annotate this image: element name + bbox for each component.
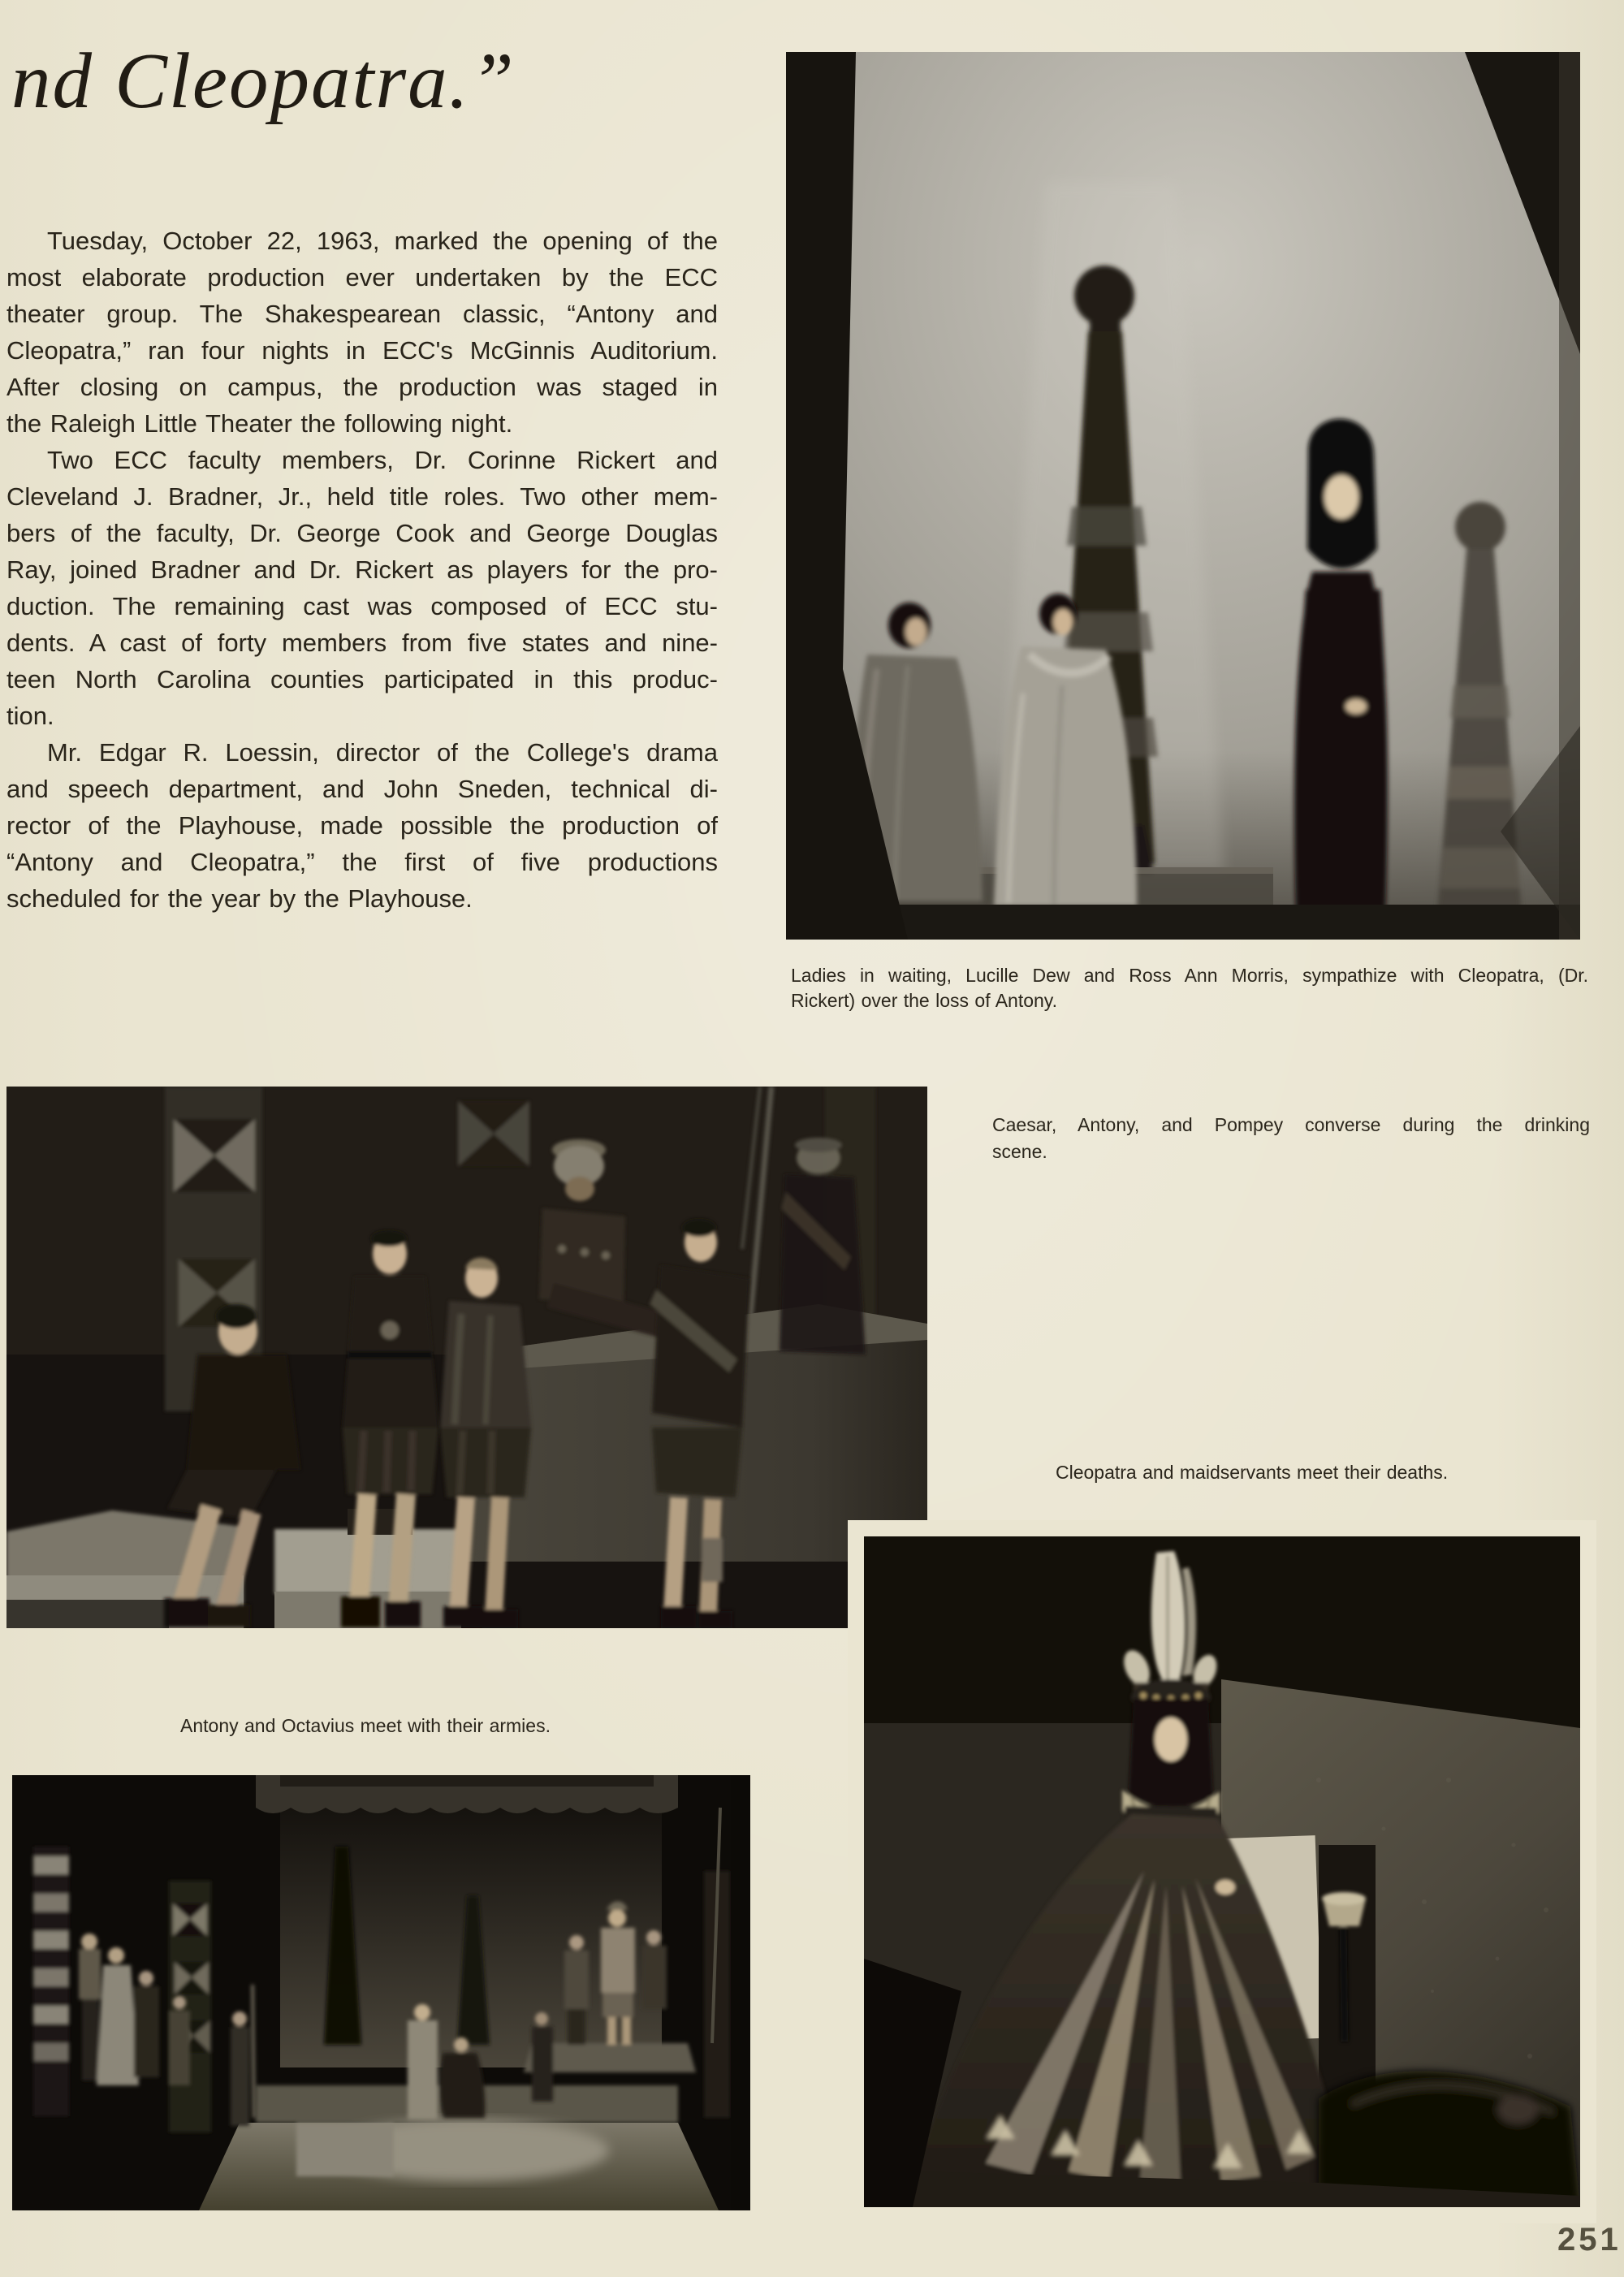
caption-deaths-scene xyxy=(1056,1460,1624,1485)
text-line: scene. xyxy=(992,1141,1047,1162)
text-line: Cleopatra,” ran four nights in ECC's McGinnis Auditorium. xyxy=(6,336,718,365)
text-line: Ladies in waiting, Lucille Dew and Ross Ann Morris, sympathize with Cleopatra, (Dr. xyxy=(791,965,1588,986)
caption-drinking-scene xyxy=(992,1113,1590,1166)
text-line: Antony and Octavius meet with their armies. xyxy=(180,1715,551,1736)
caption-ladies-in-waiting xyxy=(791,963,1588,1013)
text-line: Ray, joined Bradner and Dr. Rickert as players for the pro- xyxy=(6,555,718,584)
text-line: and speech department, and John Sneden, technical di- xyxy=(6,775,718,803)
text-line: most elaborate production ever undertaken by the ECC xyxy=(6,263,718,292)
stage-scene-graphic xyxy=(786,52,1580,940)
photo-ladies-in-waiting xyxy=(786,52,1580,940)
text-line: Two ECC faculty members, Dr. Corinne Rickert and xyxy=(47,446,718,474)
text-line: “Antony and Cleopatra,” the first of five productions xyxy=(6,848,718,876)
text-line: Caesar, Antony, and Pompey converse during the drinking xyxy=(992,1114,1590,1135)
proscenium-arch xyxy=(256,1775,678,1813)
page-number: 251 xyxy=(1557,2222,1622,2258)
text-line: Cleveland J. Bradner, Jr., held title roles. Two other mem- xyxy=(6,482,718,511)
page-title: nd Cleopatra.” xyxy=(11,37,516,124)
text-line: the Raleigh Little Theater the following night. xyxy=(6,409,513,438)
text-line: Cleopatra and maidservants meet their deaths. xyxy=(1056,1462,1449,1483)
stage-scene-graphic xyxy=(864,1536,1580,2207)
caption-armies-scene xyxy=(180,1713,749,1739)
text-line: tion. xyxy=(6,702,54,730)
photo-armies-scene xyxy=(12,1775,750,2210)
stage-scene-graphic xyxy=(12,1775,750,2210)
text-line: theater group. The Shakespearean classic, “Antony and xyxy=(6,300,718,328)
text-line: bers of the faculty, Dr. George Cook and George Douglas xyxy=(6,519,718,547)
text-line: duction. The remaining cast was composed of ECC stu- xyxy=(6,592,718,620)
text-line: Rickert) over the loss of Antony. xyxy=(791,990,1057,1011)
stage-scene-graphic xyxy=(6,1087,927,1628)
text-line: teen North Carolina counties participated in this produc- xyxy=(6,665,718,693)
text-line: rector of the Playhouse, made possible the production of xyxy=(6,811,718,840)
text-line: scheduled for the year by the Playhouse. xyxy=(6,884,473,913)
article-text xyxy=(6,223,718,917)
text-line: After closing on campus, the production was staged in xyxy=(6,373,718,401)
cleopatra-figure xyxy=(1294,419,1388,916)
text-line: Mr. Edgar R. Loessin, director of the College's drama xyxy=(47,738,718,767)
text-line: Tuesday, October 22, 1963, marked the opening of the xyxy=(47,227,718,255)
photo-throne-scene xyxy=(864,1536,1580,2207)
text-line: dents. A cast of forty members from five states and nine- xyxy=(6,629,718,657)
photo-drinking-scene xyxy=(6,1087,927,1628)
striped-column xyxy=(33,1847,69,2116)
